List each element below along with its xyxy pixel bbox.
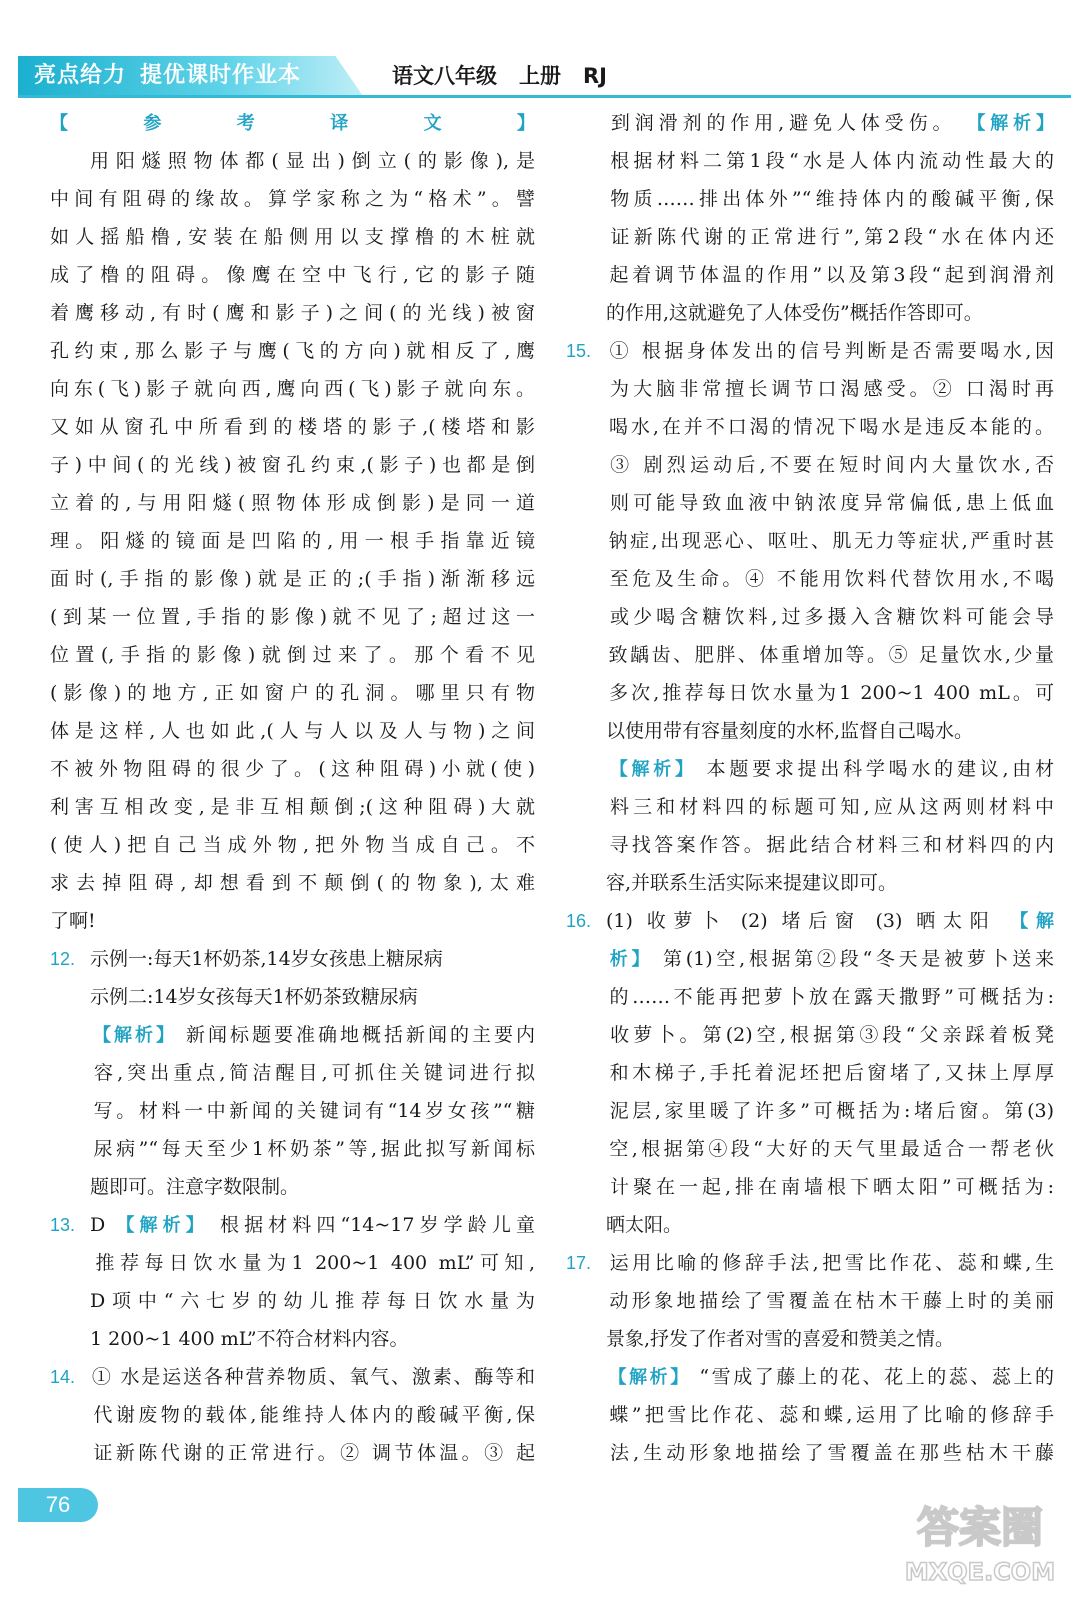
text-line	[566, 826, 1054, 864]
body-text: 的……不能再把萝卜放在露天撒野”可概括为:	[606, 986, 1054, 1008]
body-text: 料三和材料四的标题可知,应从这两则材料中	[606, 796, 1054, 818]
body-text: 第(1)空,根据第②段“冬天是被萝卜送来	[662, 948, 1054, 970]
text-line	[566, 1282, 1054, 1320]
body-text: ① 根据身体发出的信号判断是否需要喝水,因	[606, 340, 1054, 362]
series-label: 提优课时作业本	[140, 63, 302, 88]
text-line	[566, 218, 1054, 256]
body-text: 寻找答案作答。据此结合材料三和材料四的内	[606, 834, 1054, 856]
text-line	[50, 864, 535, 902]
text-line	[566, 522, 1054, 560]
text-line	[50, 902, 535, 940]
text-line	[566, 1244, 1054, 1282]
text-line	[566, 1206, 1054, 1244]
body-text: 如人摇船橹,安装在船侧用以支撑橹的木桩就	[50, 226, 535, 248]
body-text: 代谢废物的载体,能维持人体内的酸碱平衡,保	[90, 1404, 535, 1426]
text-line	[566, 636, 1054, 674]
text-line	[566, 142, 1054, 180]
analysis-tag: 【参考译文】	[50, 113, 535, 134]
body-text: 运用比喻的修辞手法,把雪比作花、蕊和蝶,生	[606, 1252, 1054, 1274]
text-line	[566, 750, 1054, 788]
text-line	[50, 408, 535, 446]
text-line	[50, 370, 535, 408]
page-number: 76	[18, 1488, 98, 1522]
volume-label: 上册	[519, 64, 561, 88]
text-line	[566, 1016, 1054, 1054]
body-text: 空,根据第④段“大好的天气里最适合一帮老伙	[606, 1138, 1054, 1160]
body-text: 了啊!	[50, 910, 96, 932]
watermark-text: 答案圈	[916, 1503, 1044, 1552]
text-line	[50, 1054, 535, 1092]
analysis-tag: 【解析】	[116, 1215, 209, 1236]
text-line	[566, 864, 1054, 902]
text-line	[50, 218, 535, 256]
body-text: 景象,抒发了作者对雪的喜爱和赞美之情。	[606, 1328, 955, 1350]
body-text: 立着的,与用阳燧(照物体形成倒影)是同一道	[50, 492, 535, 514]
body-text: 1 200~1 400 mL”不符合材料内容。	[90, 1328, 409, 1350]
text-line	[566, 1130, 1054, 1168]
text-line	[50, 1016, 535, 1054]
body-text: 用阳燧照物体都(显出)倒立(的影像),是	[90, 150, 535, 172]
body-text: 到润滑剂的作用,避免人体受伤。	[606, 112, 957, 134]
body-text: 新闻标题要准确地概括新闻的主要内	[186, 1024, 535, 1046]
left-column	[50, 104, 535, 1472]
watermark-logo	[900, 1480, 1060, 1590]
body-text: 示例一:每天1杯奶茶,14岁女孩患上糖尿病	[90, 948, 443, 970]
body-text: 孔约束,那么影子与鹰(飞的方向)就相反了,鹰	[50, 340, 535, 362]
text-line	[566, 560, 1054, 598]
body-text: 晒太阳。	[606, 1214, 683, 1236]
body-text: 示例二:14岁女孩每天1杯奶茶致糖尿病	[90, 986, 418, 1008]
body-text: 以使用带有容量刻度的水杯,监督自己喝水。	[606, 720, 974, 742]
body-text: 又如从窗孔中所看到的楼塔的影子,(楼塔和影	[50, 416, 535, 438]
text-line	[566, 902, 1054, 940]
right-column	[566, 104, 1054, 1472]
text-line	[50, 256, 535, 294]
body-text: 证新陈代谢的正常进行”,第2段“水在体内还	[606, 226, 1054, 248]
text-line	[50, 294, 535, 332]
text-line	[566, 674, 1054, 712]
text-line	[50, 750, 535, 788]
text-line	[566, 788, 1054, 826]
text-line	[566, 598, 1054, 636]
body-text: 物质……排出体外”“维持体内的酸碱平衡,保	[606, 188, 1054, 210]
body-text: 容,突出重点,简洁醒目,可抓住关键词进行拟	[90, 1062, 535, 1084]
text-line	[566, 332, 1054, 370]
text-line	[566, 256, 1054, 294]
body-text: ③ 剧烈运动后,不要在短时间内大量饮水,否	[606, 454, 1054, 476]
body-text: 和木梯子,手托着泥坯把后窗堵了,又抹上厚厚	[606, 1062, 1054, 1084]
question-number: 12.	[50, 949, 76, 969]
body-text: (使人)把自己当成外物,把外物当成自己。不	[50, 834, 535, 856]
text-line	[50, 484, 535, 522]
body-text: 则可能导致血液中钠浓度异常偏低,患上低血	[606, 492, 1054, 514]
body-text: 或少喝含糖饮料,过多摄入含糖饮料可能会导	[606, 606, 1054, 628]
text-line	[566, 1054, 1054, 1092]
text-line	[566, 940, 1054, 978]
text-line	[50, 1282, 535, 1320]
text-line	[50, 712, 535, 750]
text-line	[50, 674, 535, 712]
text-line	[50, 1168, 535, 1206]
body-text: (到某一位置,手指的影像)就不见了;超过这一	[50, 606, 535, 628]
body-text: 泥层,家里暖了许多”可概括为:堵后窗。第(3)	[606, 1100, 1054, 1122]
body-text: 蝶”把雪比作花、蕊和蝶,运用了比喻的修辞手	[606, 1404, 1054, 1426]
body-text: 多次,推荐每日饮水量为1 200~1 400 mL。可	[606, 682, 1054, 704]
question-number: 17.	[566, 1253, 592, 1273]
body-text: 着鹰移动,有时(鹰和影子)之间(的光线)被窗	[50, 302, 535, 324]
text-line	[566, 294, 1054, 332]
body-text: 至危及生命。④ 不能用饮料代替饮用水,不喝	[606, 568, 1054, 590]
body-text: 中间有阻碍的缘故。算学家称之为“格术”。譬	[50, 188, 535, 210]
watermark-url: MXQE.COM	[904, 1558, 1056, 1586]
text-line	[50, 1130, 535, 1168]
analysis-tag: 析】	[606, 949, 654, 970]
text-line	[566, 1434, 1054, 1472]
body-text: 喝水,在并不口渴的情况下喝水是违反本能的。	[606, 416, 1054, 438]
body-text: 尿病”“每天至少1杯奶茶”等,据此拟写新闻标	[90, 1138, 535, 1160]
text-line	[566, 1320, 1054, 1358]
body-text: 容,并联系生活实际来提建议即可。	[606, 872, 898, 894]
text-line	[50, 446, 535, 484]
text-line	[50, 1092, 535, 1130]
analysis-tag: 【解析】	[90, 1025, 177, 1046]
body-text: 起着调节体温的作用”以及第3段“起到润滑剂	[606, 264, 1054, 286]
body-text: 证新陈代谢的正常进行。② 调节体温。③ 起	[90, 1442, 535, 1464]
body-text: 子)中间(的光线)被窗孔约束,(影子)也都是倒	[50, 454, 535, 476]
body-text: D项中“六七岁的幼儿推荐每日饮水量为	[90, 1290, 535, 1312]
text-line	[566, 978, 1054, 1016]
body-text: 面时(,手指的影像)就是正的;(手指)渐渐移远	[50, 568, 535, 590]
body-text: 利害互相改变,是非互相颠倒;(这种阻碍)大就	[50, 796, 535, 818]
text-line	[566, 446, 1054, 484]
text-line	[50, 1320, 535, 1358]
text-line	[566, 1092, 1054, 1130]
text-line	[50, 1244, 535, 1282]
question-number: 13.	[50, 1215, 76, 1235]
edition-label: RJ	[583, 64, 607, 88]
body-text: 法,生动形象地描绘了雪覆盖在那些枯木干藤	[606, 1442, 1054, 1464]
text-line	[566, 370, 1054, 408]
body-text: 体是这样,人也如此,(人与人以及人与物)之间	[50, 720, 535, 742]
header-rule	[18, 95, 1071, 98]
body-text: 为大脑非常擅长调节口渴感受。② 口渴时再	[606, 378, 1054, 400]
subject-label: 语文八年级	[392, 64, 497, 88]
body-text: 根据材料二第1段“水是人体内流动性最大的	[606, 150, 1054, 172]
answer-text: D	[90, 1214, 106, 1236]
header-brand-block	[34, 58, 315, 94]
body-text: 动形象地描绘了雪覆盖在枯木干藤上时的美丽	[606, 1290, 1054, 1312]
analysis-tag: 【解析】	[606, 759, 697, 780]
text-line	[50, 560, 535, 598]
text-line	[50, 598, 535, 636]
text-line	[50, 940, 535, 978]
text-line	[50, 1396, 535, 1434]
analysis-tag: 【解析】	[967, 113, 1054, 134]
text-line	[50, 332, 535, 370]
body-text: 本题要求提出科学喝水的建议,由材	[706, 758, 1054, 780]
text-line	[50, 636, 535, 674]
text-line	[566, 104, 1054, 142]
body-text: 成了橹的阻碍。像鹰在空中飞行,它的影子随	[50, 264, 535, 286]
body-text: 理。阳燧的镜面是凹陷的,用一根手指靠近镜	[50, 530, 535, 552]
text-line	[50, 180, 535, 218]
body-text: 的作用,这就避免了人体受伤”概括作答即可。	[606, 302, 983, 324]
text-line	[566, 1358, 1054, 1396]
body-text: 向东(飞)影子就向西,鹰向西(飞)影子就向东。	[50, 378, 535, 400]
text-line	[566, 1396, 1054, 1434]
text-line	[50, 522, 535, 560]
body-text: 题即可。注意字数限制。	[90, 1176, 300, 1198]
text-line	[566, 180, 1054, 218]
analysis-tag: 【解析】	[606, 1367, 691, 1388]
text-line	[50, 1206, 535, 1244]
question-number: 14.	[50, 1367, 76, 1387]
text-line	[50, 826, 535, 864]
body-text: “雪成了藤上的花、花上的蕊、蕊上的	[699, 1366, 1054, 1388]
text-line	[566, 1168, 1054, 1206]
body-text: 位置(,手指的影像)就倒过来了。那个看不见	[50, 644, 535, 666]
text-line	[566, 484, 1054, 522]
answer-text: 根据材料四“14~17岁学龄儿童	[219, 1214, 535, 1236]
body-text: 计聚在一起,排在南墙根下晒太阳”可概括为:	[606, 1176, 1054, 1198]
question-number: 16.	[566, 911, 592, 931]
body-text: 推荐每日饮水量为1 200~1 400 mL”可知,	[90, 1252, 535, 1274]
body-text: 致龋齿、肥胖、体重增加等。⑤ 足量饮水,少量	[606, 644, 1054, 666]
body-text: (1) 收萝卜 (2) 堵后窗 (3) 晒太阳	[606, 910, 997, 932]
body-text: 求去掉阻碍,却想看到不颠倒(的物象),太难	[50, 872, 535, 894]
body-text: 不被外物阻碍的很少了。(这种阻碍)小就(使)	[50, 758, 535, 780]
text-line	[50, 1434, 535, 1472]
body-text: ① 水是运送各种营养物质、氧气、激素、酶等和	[90, 1366, 535, 1388]
header-subject-block	[392, 58, 629, 94]
text-line	[566, 408, 1054, 446]
text-line	[50, 788, 535, 826]
body-text: 收萝卜。第(2)空,根据第③段“父亲踩着板凳	[606, 1024, 1054, 1046]
text-line	[50, 142, 535, 180]
text-line	[50, 1358, 535, 1396]
brand-label: 亮点给力	[34, 63, 127, 88]
question-number: 15.	[566, 341, 592, 361]
text-line	[50, 978, 535, 1016]
text-line	[50, 104, 535, 142]
body-text: 写。材料一中新闻的关键词有“14岁女孩”“糖	[90, 1100, 535, 1122]
analysis-tag: 【解	[1010, 911, 1054, 932]
body-text: 钠症,出现恶心、呕吐、肌无力等症状,严重时甚	[606, 530, 1054, 552]
body-text: (影像)的地方,正如窗户的孔洞。哪里只有物	[50, 682, 535, 704]
text-line	[566, 712, 1054, 750]
